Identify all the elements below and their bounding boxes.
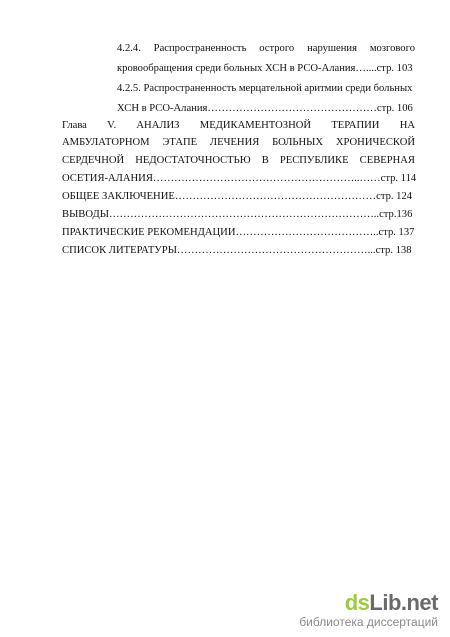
toc-entry-findings: ВЫВОДЫ…………………………………………………………………..стр.136 — [62, 209, 413, 220]
toc-text: СЕРДЕЧНОЙ НЕДОСТАТОЧНОСТЬЮ В РЕСПУБЛИКЕ СЕВЕРНАЯ — [62, 155, 415, 166]
toc-entry-recommendations: ПРАКТИЧЕСКИЕ РЕКОМЕНДАЦИИ…………………………………..стр. 137 — [62, 227, 415, 238]
watermark-subtitle: библиотека диссертаций — [299, 615, 438, 629]
watermark-logo-lib: Lib.net — [369, 590, 438, 615]
toc-entry-references: СПИСОК ЛИТЕРАТУРЫ………………………………………………...стр. 138 — [62, 245, 412, 256]
toc-entry-general-conclusion: ОБЩЕЕ ЗАКЛЮЧЕНИЕ…………………………………………………стр. 124 — [62, 191, 413, 202]
toc-text: 4.2.4. Распространенность острого нарушения мозгового — [117, 43, 415, 54]
watermark-logo-ds: ds — [344, 590, 370, 615]
toc-text: кровообращения среди больных ХСН в РСО-Алания…....стр. 103 — [117, 63, 413, 74]
watermark-logo — [299, 591, 438, 629]
toc-text: 4.2.5. Распространенность мерцательной аритмии среди больных — [117, 83, 413, 94]
toc-text: АМБУЛАТОРНОМ ЭТАПЕ ЛЕЧЕНИЯ БОЛЬНЫХ ХРОНИЧЕСКОЙ — [62, 137, 415, 148]
toc-text: ХСН в РСО-Алания…………………………………………стр. 106 — [117, 103, 413, 114]
toc-text: Глава V. АНАЛИЗ МЕДИКАМЕНТОЗНОЙ ТЕРАПИИ НА — [62, 120, 415, 131]
toc-text: ОСЕТИЯ-АЛАНИЯ…………………………………………………..……стр. 114 — [62, 173, 417, 184]
